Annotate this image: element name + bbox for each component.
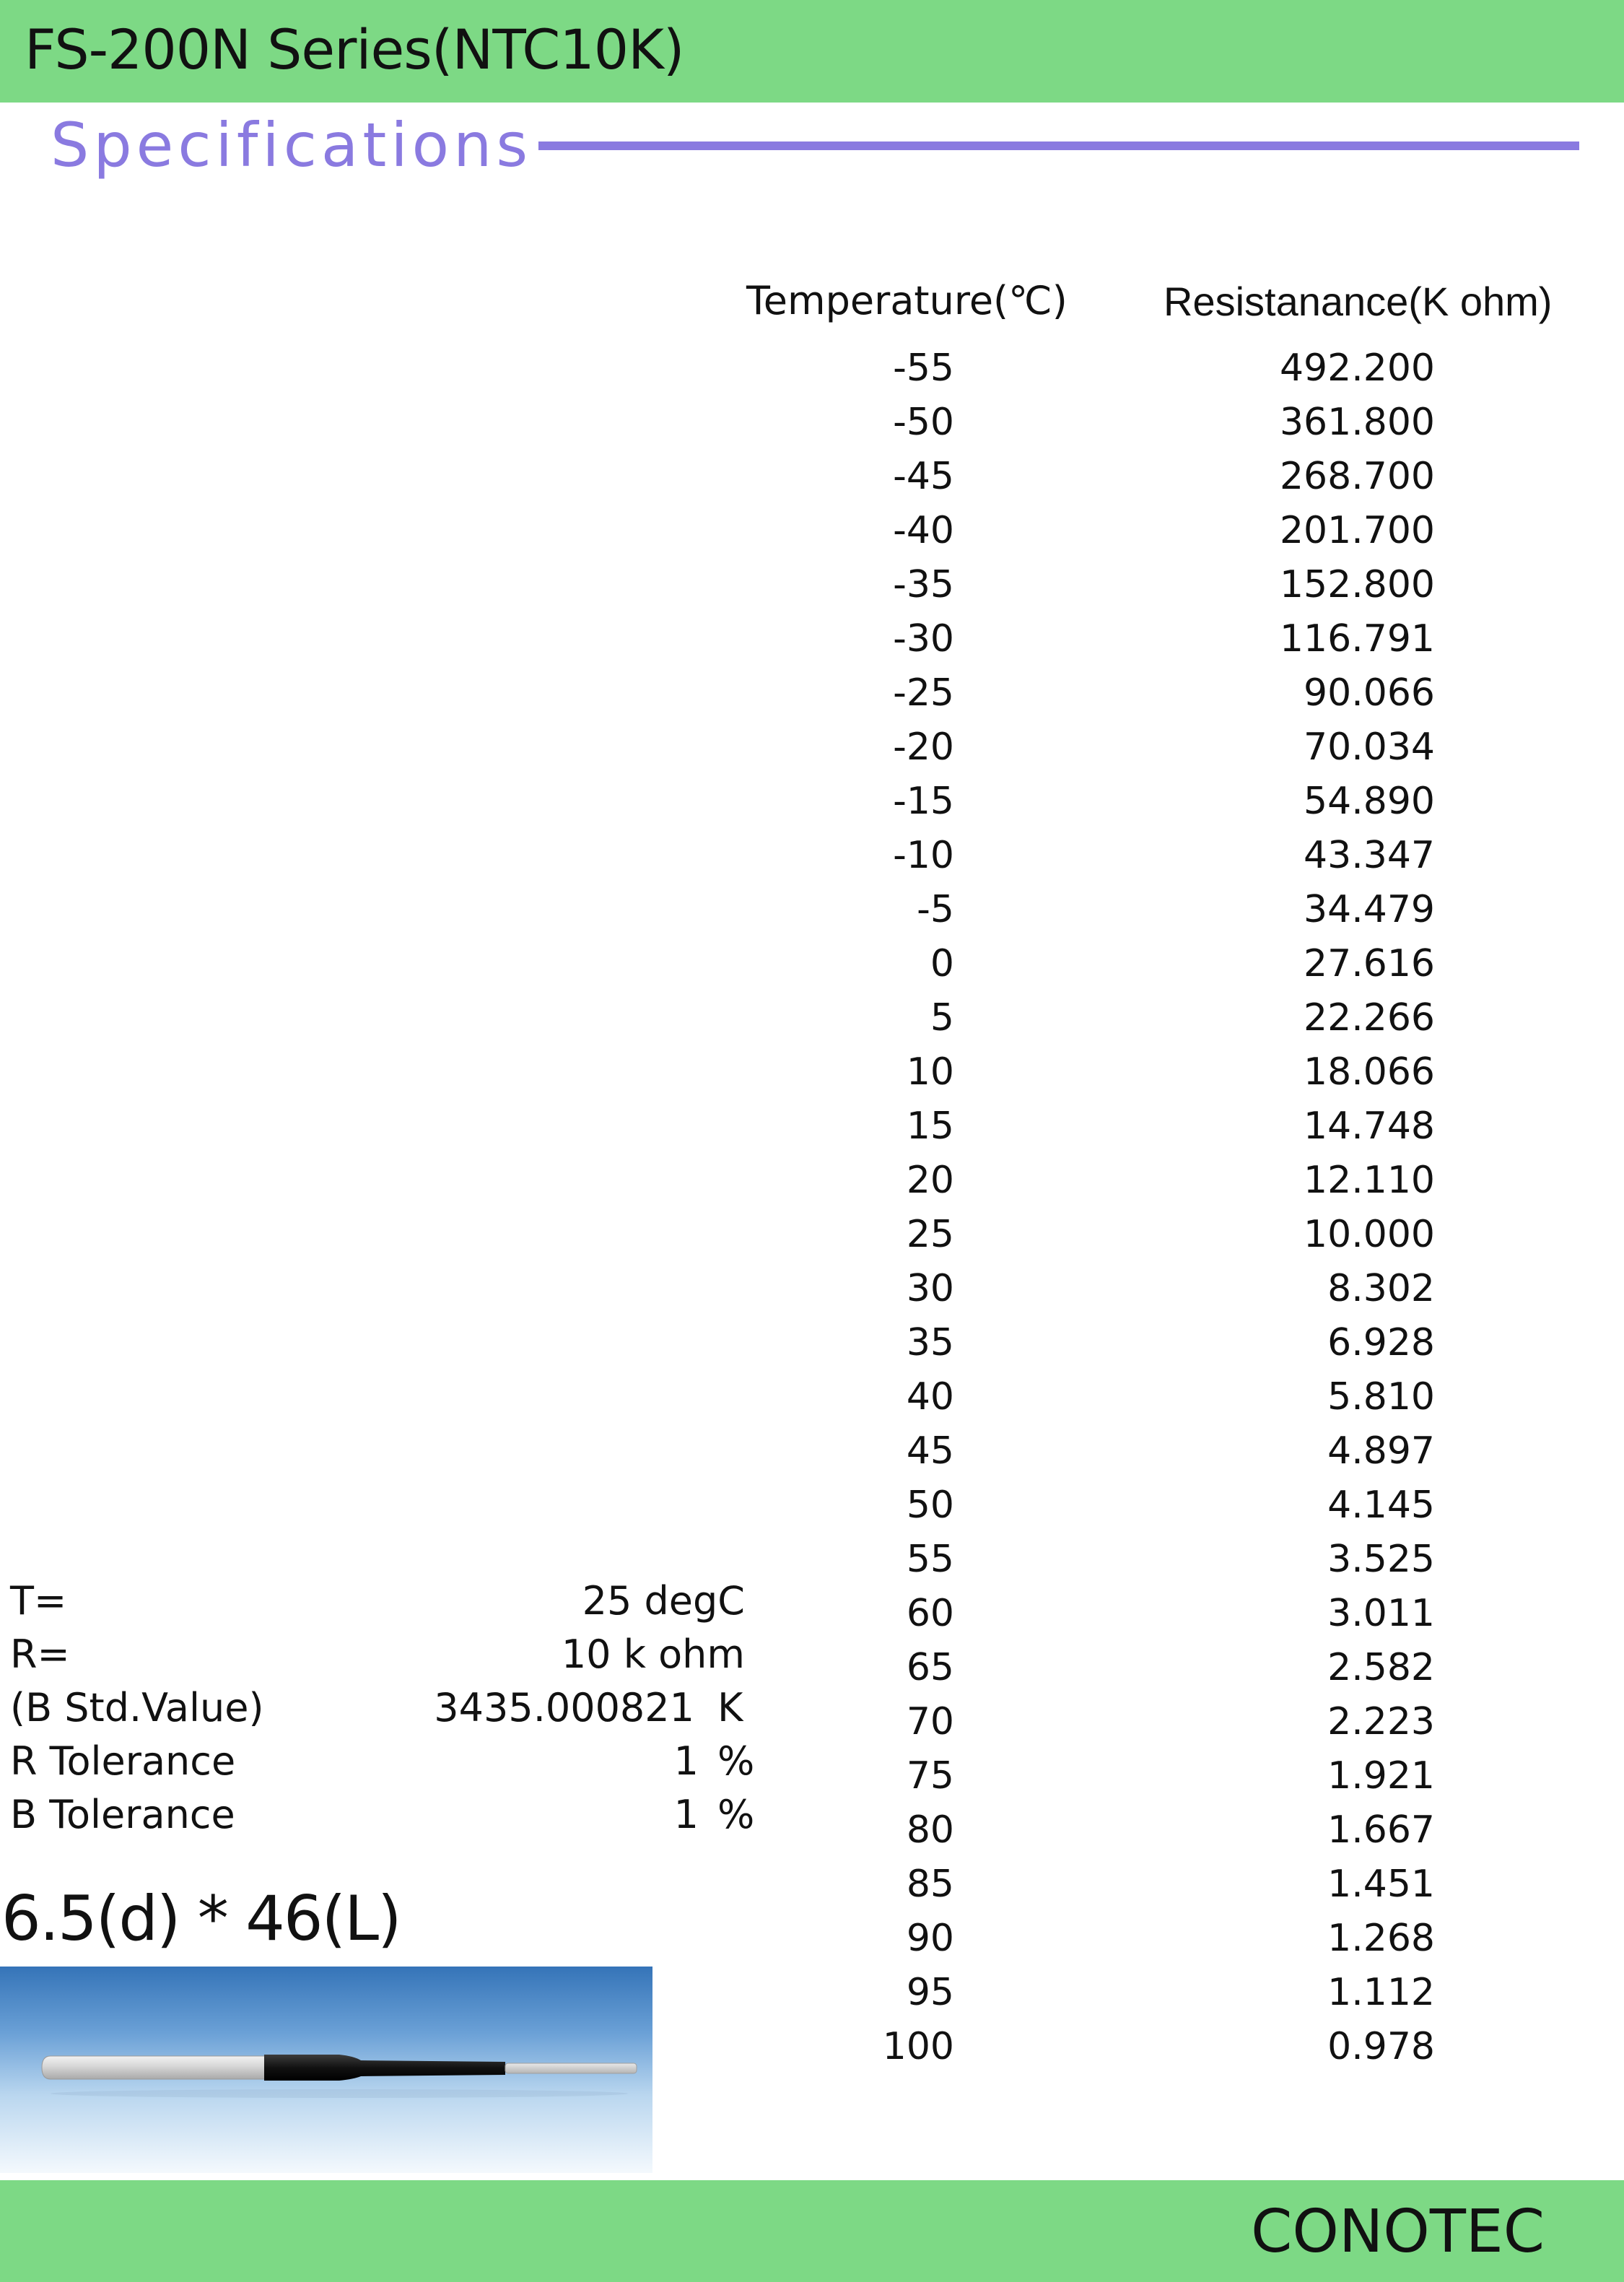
temperature-cell: 75 (906, 1754, 954, 1798)
param-unit: % (717, 1792, 755, 1837)
param-label: T= (10, 1578, 67, 1624)
temperature-cell: -40 (893, 509, 954, 552)
temperature-cell: 30 (906, 1267, 954, 1310)
param-r-tolerance (0, 1738, 852, 1792)
table-row (0, 1484, 1624, 1538)
brand-name: CONOTEC (1251, 2198, 1545, 2266)
temperature-cell: -15 (893, 780, 954, 823)
resistance-cell: 4.145 (1327, 1484, 1435, 1527)
resistance-cell: 1.921 (1327, 1754, 1435, 1798)
table-row (0, 996, 1624, 1050)
temperature-column-header: Temperature(℃) (746, 278, 1068, 323)
param-resistance (0, 1632, 852, 1685)
param-b-tolerance (0, 1792, 852, 1845)
param-value: 10 k ohm (561, 1632, 745, 1677)
resistance-cell: 14.748 (1304, 1105, 1435, 1148)
temperature-cell: -5 (917, 888, 954, 931)
resistance-cell: 8.302 (1327, 1267, 1435, 1310)
temperature-cell: 80 (906, 1808, 954, 1852)
resistance-cell: 5.810 (1327, 1375, 1435, 1419)
resistance-cell: 70.034 (1304, 726, 1435, 769)
temperature-cell: 0 (930, 942, 954, 985)
param-value: 1 (673, 1738, 699, 1784)
param-label: R= (10, 1632, 70, 1677)
table-row (0, 726, 1624, 780)
resistance-cell: 0.978 (1327, 2025, 1435, 2068)
table-row (0, 347, 1624, 401)
temperature-cell: 95 (906, 1971, 954, 2014)
resistance-cell: 12.110 (1304, 1159, 1435, 1202)
temperature-cell: -20 (893, 726, 954, 769)
temperature-cell: 65 (906, 1646, 954, 1689)
temperature-cell: 10 (906, 1050, 954, 1094)
resistance-cell: 1.268 (1327, 1917, 1435, 1960)
resistance-cell: 10.000 (1304, 1213, 1435, 1256)
table-row (0, 1375, 1624, 1429)
temperature-cell: 25 (906, 1213, 954, 1256)
resistance-cell: 116.791 (1279, 617, 1435, 661)
temperature-cell: -35 (893, 563, 954, 606)
table-row (0, 617, 1624, 671)
resistance-cell: 201.700 (1279, 509, 1435, 552)
temperature-cell: 50 (906, 1484, 954, 1527)
param-unit: % (717, 1738, 755, 1784)
temperature-cell: -30 (893, 617, 954, 661)
param-value: 25 degC (582, 1578, 745, 1624)
table-row (0, 1321, 1624, 1375)
temperature-cell: 60 (906, 1592, 954, 1635)
table-row (0, 780, 1624, 834)
resistance-cell: 2.582 (1327, 1646, 1435, 1689)
resistance-cell: 1.112 (1327, 1971, 1435, 2014)
table-row (0, 671, 1624, 726)
resistance-cell: 6.928 (1327, 1321, 1435, 1364)
resistance-cell: 2.223 (1327, 1700, 1435, 1743)
temperature-cell: -55 (893, 347, 954, 390)
table-row (0, 401, 1624, 455)
resistance-cell: 22.266 (1304, 996, 1435, 1040)
section-divider (538, 141, 1579, 150)
resistance-cell: 54.890 (1304, 780, 1435, 823)
table-row (0, 1105, 1624, 1159)
temperature-cell: 90 (906, 1917, 954, 1960)
dimension-label: 6.5(d) * 46(L) (1, 1883, 401, 1955)
resistance-column-header: Resistanance(K ohm) (1164, 279, 1553, 324)
resistance-cell: 361.800 (1279, 401, 1435, 444)
temperature-cell: 15 (906, 1105, 954, 1148)
temperature-cell: 20 (906, 1159, 954, 1202)
resistance-cell: 90.066 (1304, 671, 1435, 715)
temperature-cell: 55 (906, 1538, 954, 1581)
resistance-cell: 34.479 (1304, 888, 1435, 931)
temperature-cell: 70 (906, 1700, 954, 1743)
table-row (0, 1267, 1624, 1321)
resistance-cell: 18.066 (1304, 1050, 1435, 1094)
param-value: 1 (673, 1792, 699, 1837)
section-title: Specifications (51, 110, 533, 180)
param-temperature (0, 1578, 852, 1632)
header-bar (0, 0, 1624, 103)
resistance-cell: 3.525 (1327, 1538, 1435, 1581)
param-unit: K (717, 1685, 743, 1730)
resistance-cell: 268.700 (1279, 455, 1435, 498)
resistance-cell: 43.347 (1304, 834, 1435, 877)
footer-bar (0, 2180, 1624, 2282)
table-row (0, 888, 1624, 942)
resistance-cell: 152.800 (1279, 563, 1435, 606)
resistance-cell: 1.667 (1327, 1808, 1435, 1852)
table-row (0, 1050, 1624, 1105)
temperature-cell: 35 (906, 1321, 954, 1364)
table-row (0, 834, 1624, 888)
resistance-cell: 4.897 (1327, 1429, 1435, 1473)
param-label: R Tolerance (10, 1738, 236, 1784)
table-row (0, 509, 1624, 563)
temperature-cell: -50 (893, 401, 954, 444)
temperature-cell: -45 (893, 455, 954, 498)
page-title: FS-200N Series(NTC10K) (25, 17, 684, 82)
table-row (0, 1429, 1624, 1484)
sensor-probe-image (0, 1967, 652, 2173)
resistance-cell: 492.200 (1279, 347, 1435, 390)
param-label: B Tolerance (10, 1792, 235, 1837)
table-row (0, 1213, 1624, 1267)
param-value: 3435.000821 (434, 1685, 694, 1730)
param-b-value (0, 1685, 852, 1738)
table-row (0, 942, 1624, 996)
temperature-cell: -10 (893, 834, 954, 877)
table-row (0, 1159, 1624, 1213)
temperature-cell: 100 (882, 2025, 954, 2068)
temperature-cell: 40 (906, 1375, 954, 1419)
resistance-cell: 27.616 (1304, 942, 1435, 985)
temperature-cell: 5 (930, 996, 954, 1040)
temperature-cell: 45 (906, 1429, 954, 1473)
resistance-cell: 1.451 (1327, 1863, 1435, 1906)
temperature-cell: -25 (893, 671, 954, 715)
table-row (0, 455, 1624, 509)
product-photo (0, 1967, 652, 2173)
param-label: (B Std.Value) (10, 1685, 264, 1730)
resistance-cell: 3.011 (1327, 1592, 1435, 1635)
temperature-cell: 85 (906, 1863, 954, 1906)
table-row (0, 563, 1624, 617)
